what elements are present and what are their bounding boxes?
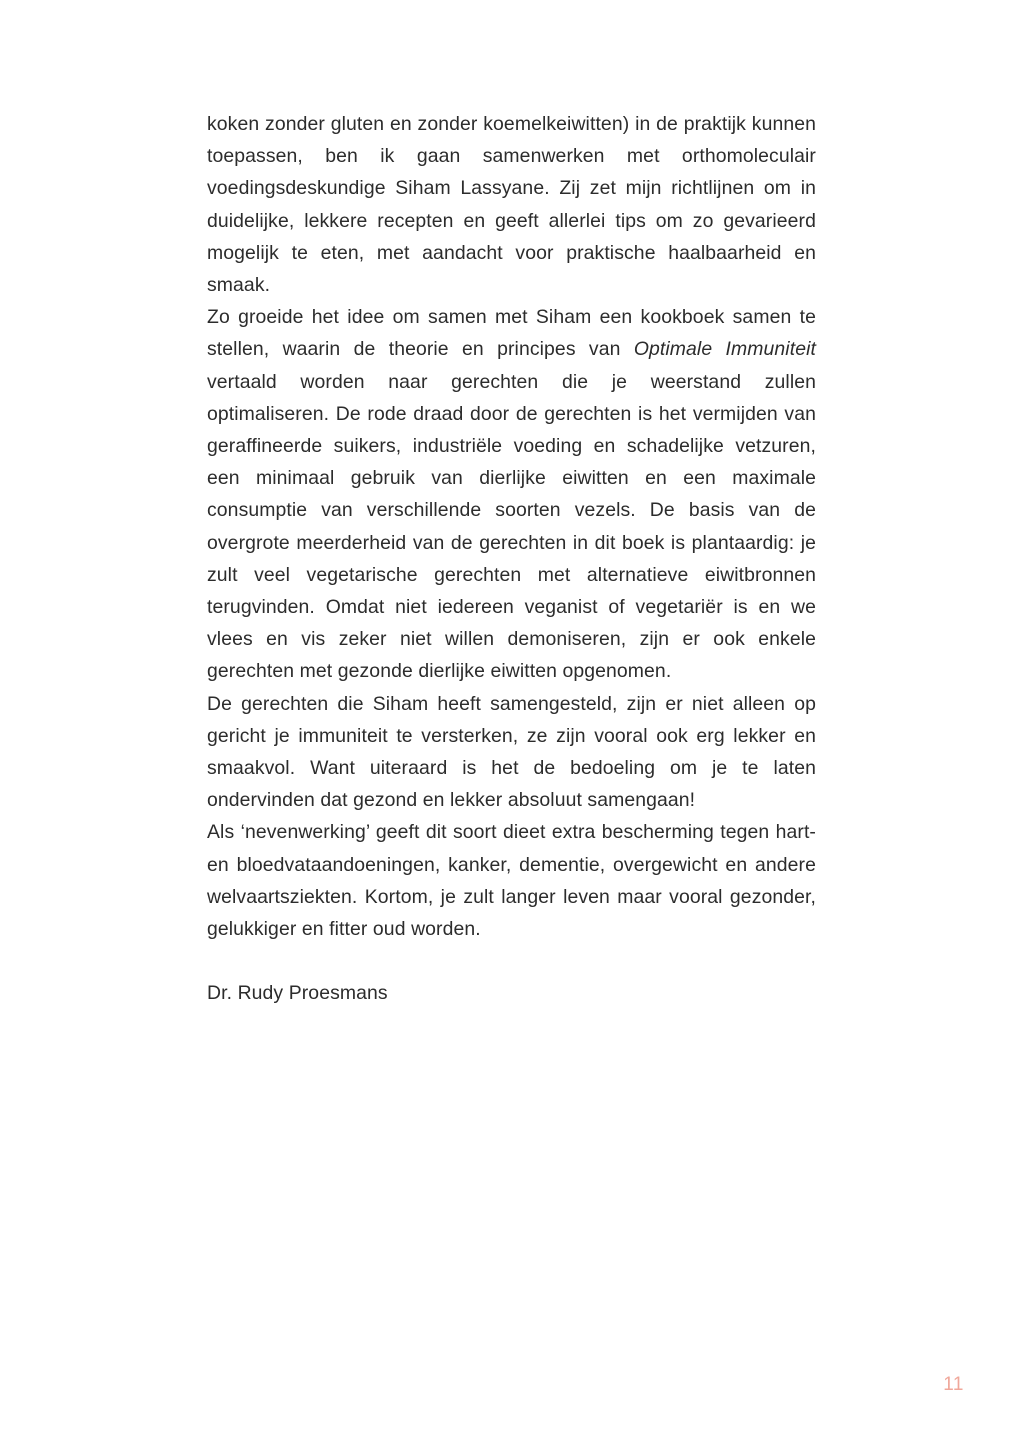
author-signature: Dr. Rudy Proesmans [207, 982, 388, 1005]
paragraph-4: Als ‘nevenwerking’ geeft dit soort dieet extra bescherming tegen hart- en bloedvataandoeningen, kanker, dementie, overgewicht en andere welvaartsziekten. Kortom, je zult langer leven maar vooral gezonder, gelukkiger en fitter oud worden. [207, 821, 816, 941]
paragraph-2-text-before-title: Zo groeide het idee om samen met Siham een kookboek samen te stellen, waarin de theorie en principes van [207, 306, 816, 361]
body-text-column [207, 108, 816, 1010]
paragraph-2-text-after-title: vertaald worden naar gerechten die je weerstand zullen optimaliseren. De rode draad door de gerechten is het vermijden van geraffineerde suikers, industriële voeding en schadelijke vetzuren, een minimaal gebruik van dierlijke eiwitten en een maximale consumptie van verschillende soorten vezels. De basis van de overgrote meerderheid van de gerechten in dit boek is plantaardig: je zult veel vegetarische gerechten met alternatieve eiwitbronnen terugvinden. Omdat niet iedereen veganist of vegetariër is en we vlees en vis zeker niet willen demoniseren, zijn er ook enkele gerechten met gezonde dierlijke eiwitten opgenomen. [207, 370, 816, 683]
paragraph-1: koken zonder gluten en zonder koemelkeiwitten) in de praktijk kunnen toepassen, ben ik gaan samenwerken met orthomoleculair voedingsdeskundige Siham Lassyane. Zij zet mijn richtlijnen om in duidelijke, lekkere recepten en geeft allerlei tips om zo gevarieerd mogelijk te eten, met aandacht voor praktische haalbaarheid en smaak. [207, 113, 816, 297]
paragraph-3: De gerechten die Siham heeft samengesteld, zijn er niet alleen op gericht je immuniteit te versterken, ze zijn vooral ook erg lekker en smaakvol. Want uiteraard is het de bedoeling om je te laten ondervinden dat gezond en lekker absoluut samengaan! [207, 692, 816, 812]
book-title-optimale-immuniteit: Optimale Immuniteit [633, 338, 816, 361]
page-number: 11 [943, 1374, 964, 1395]
paragraph-2 [207, 301, 816, 687]
